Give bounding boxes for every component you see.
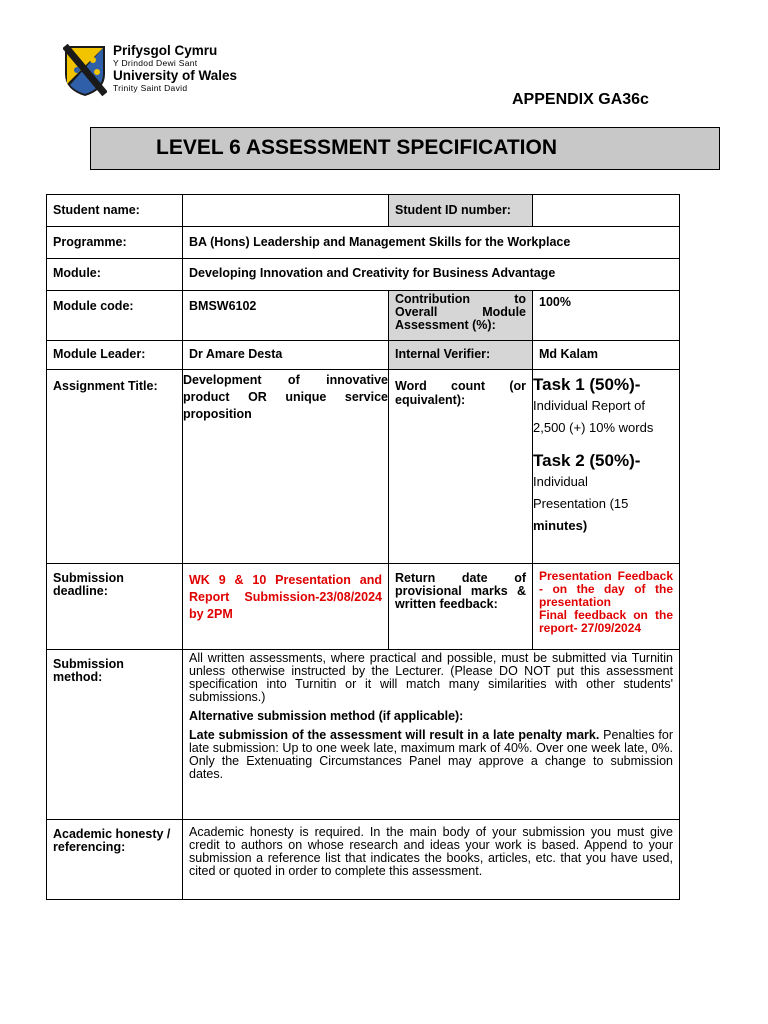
contribution-label: Contribution to Overall Module Assessment (%): [389, 291, 533, 341]
module-leader-label: Module Leader: [47, 341, 183, 370]
title-banner [90, 127, 720, 170]
student-id-field[interactable] [533, 195, 680, 227]
module-code-label: Module code: [47, 291, 183, 341]
appendix-label: APPENDIX GA36c [512, 91, 649, 108]
contribution-value: 100% [533, 291, 680, 341]
academic-honesty-label: Academic honesty / referencing: [47, 820, 183, 900]
assessment-spec-table [46, 194, 680, 900]
internal-verifier-value: Md Kalam [533, 341, 680, 370]
late-penalty-text [189, 729, 673, 781]
return-date-label: Return date of provisional marks & written feedback: [389, 564, 533, 650]
submission-method-text: All written assessments, where practical and possible, must be submitted via Turnitin unless otherwise instructed by the Lecturer. (Please DO NOT put this assessment specification into Turnitin or it will match many similarities with other students' submissions.) [189, 651, 673, 704]
academic-honesty-value: Academic honesty is required. In the main body of your submission you must give credit to authors on whose research and ideas your work is based. Append to your submission a reference list that indicates the books, articles, etc. that you have used, cited or quoted in order to complete this assessment. [183, 820, 680, 900]
task2-heading: Task 2 (50%)- [533, 451, 641, 470]
submission-deadline-value: WK 9 & 10 Presentation and Report Submission-23/08/2024 by 2PM [183, 564, 389, 650]
late-penalty-bold: Late submission of the assessment will result in a late penalty mark. [189, 728, 600, 742]
university-crest-icon [63, 44, 107, 98]
row-module [47, 259, 680, 291]
task2-line2: Presentation (15 [533, 496, 629, 511]
logo-line-2: Y Drindod Dewi Sant [113, 57, 198, 68]
row-deadline [47, 564, 680, 650]
submission-method-label: Submission method: [47, 650, 183, 820]
programme-label: Programme: [47, 227, 183, 259]
university-logo [63, 44, 263, 100]
return-date-report: Final feedback on the report- 27/09/2024 [539, 608, 673, 635]
page-title: LEVEL 6 ASSESSMENT SPECIFICATION [156, 136, 558, 159]
internal-verifier-label: Internal Verifier: [389, 341, 533, 370]
module-code-value: BMSW6102 [183, 291, 389, 341]
row-assignment [47, 370, 680, 564]
word-count-label: Word count (or equivalent): [389, 370, 533, 564]
row-student [47, 195, 680, 227]
row-academic-honesty [47, 820, 680, 900]
task2-line3: minutes) [533, 518, 588, 533]
row-module-code [47, 291, 680, 341]
row-submission-method [47, 650, 680, 820]
submission-deadline-label: Submission deadline: [47, 564, 183, 650]
alternative-method-label: Alternative submission method (if applicable): [189, 709, 464, 723]
student-id-label: Student ID number: [389, 195, 533, 227]
student-name-field[interactable] [183, 195, 389, 227]
module-label: Module: [47, 259, 183, 291]
logo-line-4: Trinity Saint David [113, 82, 188, 93]
task1-heading: Task 1 (50%)- [533, 375, 641, 394]
row-module-leader [47, 341, 680, 370]
task1-line1: Individual Report of [533, 398, 646, 413]
row-programme [47, 227, 680, 259]
assignment-title-label: Assignment Title: [47, 370, 183, 564]
student-name-label: Student name: [47, 195, 183, 227]
return-date-presentation: Presentation Feedback - on the day of the presentation [539, 569, 673, 609]
logo-line-1: Prifysgol Cymru [113, 43, 218, 58]
assignment-title-value: Development of innovative product OR unique service proposition [183, 370, 389, 564]
submission-method-value [183, 650, 680, 820]
logo-line-3: University of Wales [113, 68, 238, 83]
word-count-value [533, 370, 680, 564]
task2-line1: Individual [533, 474, 588, 489]
module-value: Developing Innovation and Creativity for Business Advantage [183, 259, 680, 291]
late-penalty-rest: Penalties for late submission: Up to one week late, maximum mark of 40%. Over one week late, 0%. Only the Extenuating Circumstances Panel may approve a change to submission dates. [189, 728, 673, 781]
return-date-value [533, 564, 680, 650]
module-leader-value: Dr Amare Desta [183, 341, 389, 370]
task1-line2: 2,500 (+) 10% words [533, 420, 654, 435]
programme-value: BA (Hons) Leadership and Management Skills for the Workplace [183, 227, 680, 259]
